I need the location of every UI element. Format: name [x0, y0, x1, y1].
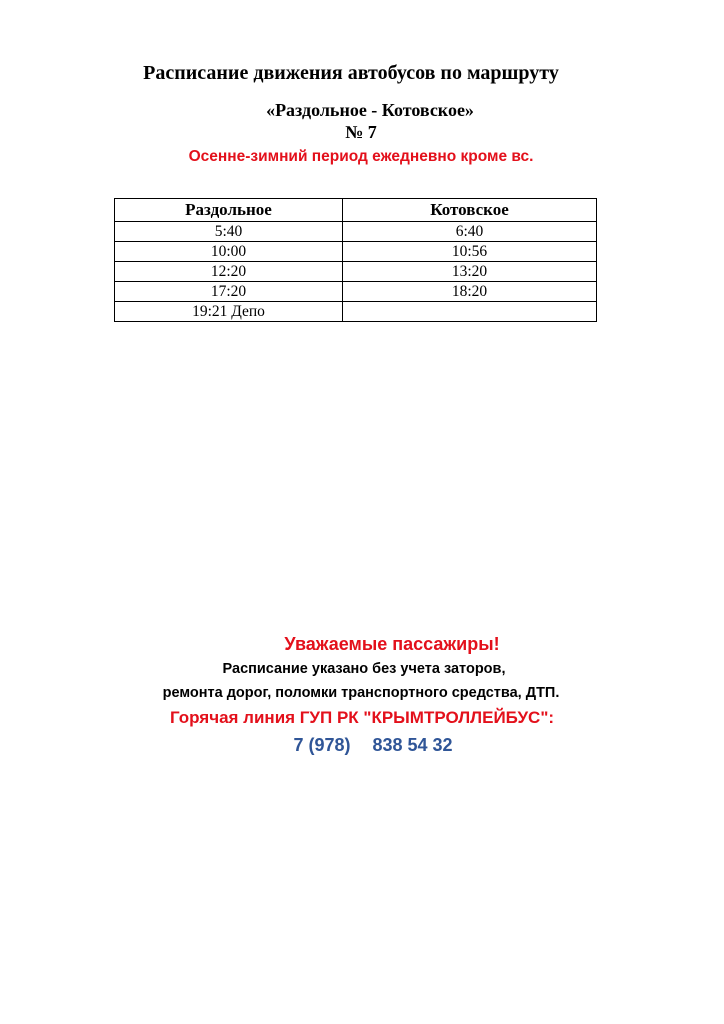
phone-code: 7 (978): [293, 735, 351, 755]
route-number: № 7: [345, 122, 377, 142]
table-cell: 10:56: [343, 242, 597, 262]
table-cell: [343, 302, 597, 322]
table-cell: 17:20: [115, 282, 343, 302]
notice-line-2: ремонта дорог, поломки транспортного средства, ДТП.: [162, 685, 560, 701]
table-cell: 13:20: [343, 262, 597, 282]
column-header-kotovskoe: Котовское: [343, 199, 597, 222]
hotline-label: Горячая линия ГУП РК "КРЫМТРОЛЛЕЙБУС":: [169, 708, 555, 727]
phone-number: 838 54 32: [372, 735, 453, 755]
table-row: [115, 262, 597, 282]
schedule-table: [114, 198, 597, 322]
table-cell: 6:40: [343, 222, 597, 242]
column-header-razdolnoe: Раздольное: [115, 199, 343, 222]
table-row: [115, 302, 597, 322]
table-cell: 5:40: [115, 222, 343, 242]
hotline-phone: [293, 736, 452, 754]
page-title: Расписание движения автобусов по маршруту: [143, 62, 559, 84]
notice-greeting: Уважаемые пассажиры!: [284, 634, 500, 654]
table-cell: 19:21 Депо: [115, 302, 343, 322]
period-note: Осенне-зимний период ежедневно кроме вс.: [188, 148, 534, 165]
table-row: [115, 282, 597, 302]
table-cell: 10:00: [115, 242, 343, 262]
table-header-row: [115, 199, 597, 222]
notice-line-1: Расписание указано без учета заторов,: [222, 661, 506, 677]
table-cell: 12:20: [115, 262, 343, 282]
table-row: [115, 242, 597, 262]
table-cell: 18:20: [343, 282, 597, 302]
route-name: «Раздольное - Котовское»: [266, 100, 474, 120]
table-row: [115, 222, 597, 242]
